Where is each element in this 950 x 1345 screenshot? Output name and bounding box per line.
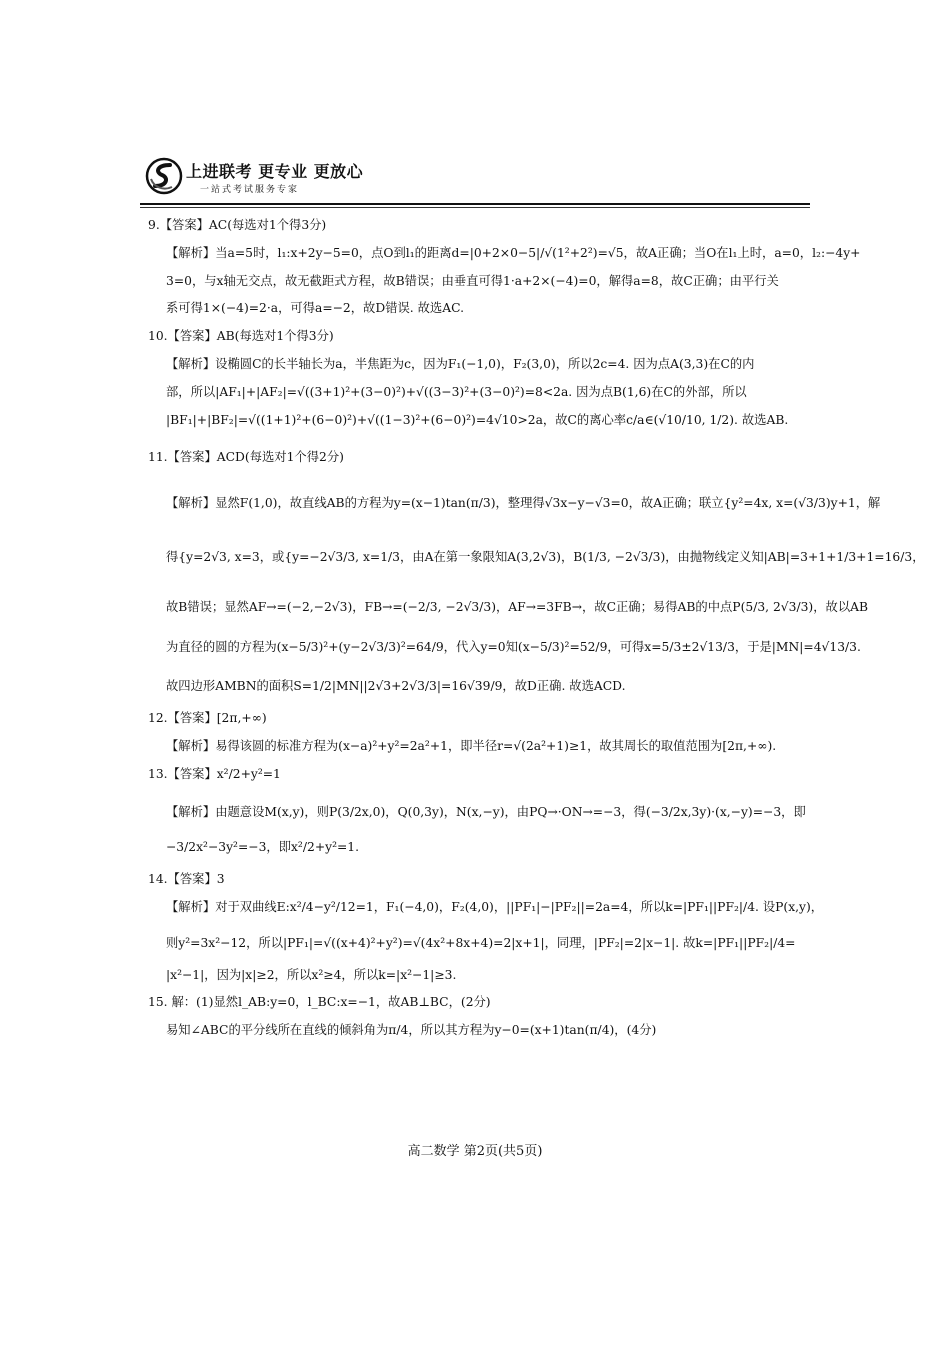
q15-solution-2: 易知∠ABC的平分线所在直线的倾斜角为π/4，所以其方程为y−0=(x+1)tan(π/4)，(4分)	[166, 1023, 657, 1038]
q12-analysis-1: 【解析】易得该圆的标准方程为(x−a)²+y²=2a²+1，即半径r=√(2a²+1)≥1，故其周长的取值范围为[2π,+∞).	[166, 738, 777, 753]
header-rule-thin	[140, 207, 810, 208]
answer-content	[148, 212, 925, 1045]
q9-analysis-1: 【解析】当a=5时，l₁:x+2y−5=0，点O到l₁的距离d=|0+2×0−5|/√(1²+2²)=√5，故A正确；当O在l₁上时，a=0，l₂:−4y+	[166, 245, 861, 260]
q9-analysis-3: 系可得1×(−4)=2·a，可得a=−2，故D错误. 故选AC.	[166, 301, 464, 316]
q10-answer: 10.【答案】AB(每选对1个得3分)	[148, 329, 334, 344]
q12-answer: 12.【答案】[2π,+∞)	[148, 711, 267, 726]
q11-answer: 11.【答案】ACD(每选对1个得2分)	[148, 450, 344, 465]
q11-analysis-4: 为直径的圆的方程为(x−5/3)²+(y−2√3/3)²=64/9，代入y=0知(x−5/3)²=52/9，可得x=5/3±2√13/3，于是|MN|=4√13/3.	[166, 639, 861, 654]
q9-answer: 9.【答案】AC(每选对1个得3分)	[148, 218, 327, 232]
q11-analysis-2: 得{y=2√3, x=3，或{y=−2√3/3, x=1/3，由A在第一象限知A(3,2√3)，B(1/3, −2√3/3)，由抛物线定义知|AB|=3+1+1/3+1=16/3，	[166, 549, 925, 564]
q13-analysis-2: −3/2x²−3y²=−3，即x²/2+y²=1.	[166, 840, 360, 855]
header-rule	[140, 203, 810, 205]
q14-analysis-3: |x²−1|，因为|x|≥2，所以x²≥4，所以k=|x²−1|≥3.	[166, 967, 457, 982]
q10-analysis-2: 部，所以|AF₁|+|AF₂|=√((3+1)²+(3−0)²)+√((3−3)²+(3−0)²)=8<2a. 因为点B(1,6)在C的外部，所以	[166, 384, 747, 399]
q13-analysis-1: 【解析】由题意设M(x,y)，则P(3/2x,0)，Q(0,3y)，N(x,−y)，由PQ→·ON→=−3，得(−3/2x,3y)·(x,−y)=−3，即	[166, 804, 806, 819]
q9-analysis-2: 3=0，与x轴无交点，故无截距式方程，故B错误；由垂直可得1·a+2×(−4)=0，解得a=8，故C正确；由平行关	[166, 273, 779, 288]
q11-analysis-3: 故B错误；显然AF→=(−2,−2√3)，FB→=(−2/3, −2√3/3)，AF→=3FB→，故C正确；易得AB的中点P(5/3, 2√3/3)，故以AB	[166, 599, 869, 614]
q14-answer: 14.【答案】3	[148, 872, 225, 887]
logo-icon	[145, 157, 183, 195]
q15-solution-1: 15. 解：(1)显然l_AB:y=0，l_BC:x=−1，故AB⊥BC，(2分)	[148, 995, 491, 1010]
q11-analysis-1: 【解析】显然F(1,0)，故直线AB的方程为y=(x−1)tan(π/3)，整理得√3x−y−√3=0，故A正确；联立{y²=4x, x=(√3/3)y+1，解	[166, 496, 881, 511]
q10-analysis-1: 【解析】设椭圆C的长半轴长为a，半焦距为c，因为F₁(−1,0)，F₂(3,0)，所以2c=4. 因为点A(3,3)在C的内	[166, 356, 755, 371]
q14-analysis-1: 【解析】对于双曲线E:x²/4−y²/12=1，F₁(−4,0)，F₂(4,0)，||PF₁|−|PF₂||=2a=4，所以k=|PF₁||PF₂|/4. 设P(x,y)，	[166, 899, 824, 914]
q10-analysis-3: |BF₁|+|BF₂|=√((1+1)²+(6−0)²)+√((1−3)²+(6−0)²)=4√10>2a，故C的离心率c/a∈(√10/10, 1/2). 故选AB.	[166, 412, 789, 427]
header-title: 上进联考 更专业 更放心	[186, 162, 364, 181]
q11-analysis-5: 故四边形AMBN的面积S=1/2|MN||2√3+2√3/3|=16√39/9，故D正确. 故选ACD.	[166, 679, 626, 694]
header-subtitle: 一站式考试服务专家	[200, 185, 300, 195]
q13-answer: 13.【答案】x²/2+y²=1	[148, 766, 281, 781]
page-footer: 高二数学 第2页(共5页)	[407, 1144, 543, 1159]
page-header	[140, 155, 810, 203]
q14-analysis-2: 则y²=3x²−12，所以|PF₁|=√((x+4)²+y²)=√(4x²+8x+4)=2|x+1|，同理，|PF₂|=2|x−1|. 故k=|PF₁||PF₂|/4=	[166, 935, 796, 950]
